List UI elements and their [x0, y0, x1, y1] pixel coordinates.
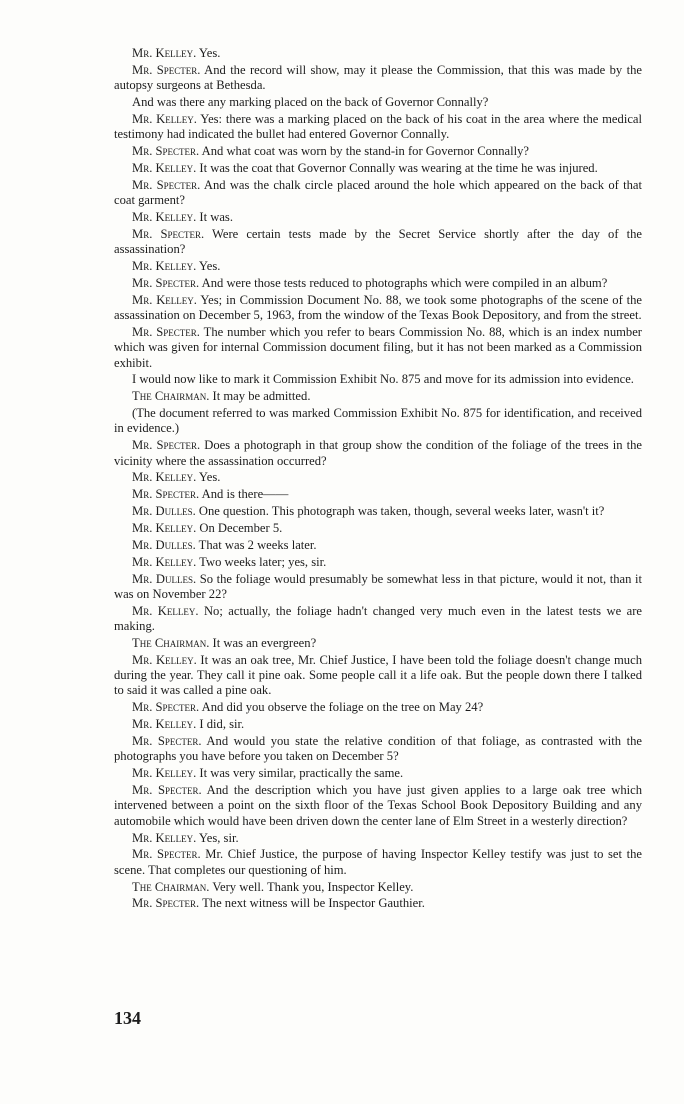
transcript-paragraph	[114, 572, 642, 603]
speaker-label: Mr. Specter.	[132, 896, 200, 911]
paragraph-text: Yes.	[198, 258, 221, 273]
transcript-paragraph	[114, 717, 642, 732]
paragraph-text: Two weeks later; yes, sir.	[199, 554, 327, 569]
transcript-paragraph	[114, 783, 642, 829]
speaker-label: Mr. Kelley.	[132, 111, 197, 126]
transcript-paragraph	[114, 293, 642, 324]
speaker-label: Mr. Kelley.	[132, 46, 197, 60]
transcript-paragraph	[114, 555, 642, 570]
paragraph-text: Does a photograph in that group show the condition of the foliage of the trees in the vicinity where the assassination occurred?	[114, 438, 642, 468]
paragraph-text: No; actually, the foliage hadn't changed very much even in the latest tests we are making.	[114, 603, 642, 634]
speaker-label: Mr. Specter.	[132, 226, 205, 241]
paragraph-text: It was.	[199, 209, 233, 224]
paragraph-text: And were those tests reduced to photographs which were compiled in an album?	[201, 275, 608, 290]
paragraph-text: Yes, sir.	[198, 830, 239, 845]
transcript-paragraph	[114, 259, 642, 274]
transcript-paragraph	[114, 112, 642, 143]
speaker-label: The Chairman.	[132, 389, 210, 404]
transcript-paragraph	[114, 95, 642, 110]
speaker-label: Mr. Kelley.	[132, 160, 197, 175]
paragraph-text: The next witness will be Inspector Gauthier.	[202, 896, 425, 911]
page-number: 134	[114, 1008, 141, 1028]
transcript-paragraph	[114, 406, 642, 437]
paragraph-text: I would now like to mark it Commission Exhibit No. 875 and move for its admission into evidence.	[132, 372, 634, 387]
transcript-paragraph	[114, 63, 642, 94]
transcript-paragraph	[114, 734, 642, 765]
speaker-label: Mr. Specter.	[132, 177, 201, 192]
transcript-paragraph	[114, 847, 642, 878]
transcript-paragraph	[114, 325, 642, 371]
paragraph-text: Yes.	[198, 46, 221, 60]
speaker-label: Mr. Kelley.	[132, 830, 197, 845]
paragraph-text: (The document referred to was marked Commission Exhibit No. 875 for identification, and received in evidence.)	[114, 406, 642, 436]
paragraph-text: One question. This photograph was taken, though, several weeks later, wasn't it?	[198, 504, 605, 519]
transcript-paragraph	[114, 538, 642, 553]
speaker-label: Mr. Kelley.	[132, 554, 197, 569]
speaker-label: Mr. Specter.	[132, 144, 200, 159]
speaker-label: Mr. Dulles.	[132, 537, 196, 552]
speaker-label: Mr. Kelley.	[132, 292, 197, 307]
paragraph-text: It was an evergreen?	[212, 635, 317, 650]
paragraph-text: And was the chalk circle placed around the hole which appeared on the back of that coat garment?	[114, 177, 642, 208]
transcript-paragraph	[114, 178, 642, 209]
speaker-label: Mr. Specter.	[132, 62, 201, 77]
transcript-paragraph	[114, 700, 642, 715]
paragraph-text: And would you state the relative condition of that foliage, as contrasted with the photographs you have before you taken on December 5?	[114, 733, 642, 764]
paragraph-text: Yes; in Commission Document No. 88, we took some photographs of the scene of the assassination on December 5, 1963, from the window of the Texas Book Depository, and from the street.	[114, 292, 643, 322]
speaker-label: Mr. Kelley.	[132, 258, 197, 273]
transcript-body	[114, 46, 642, 913]
paragraph-text: Very well. Thank you, Inspector Kelley.	[212, 879, 414, 894]
transcript-paragraph	[114, 144, 642, 159]
transcript-paragraph	[114, 896, 642, 911]
transcript-paragraph	[114, 636, 642, 651]
paragraph-text: It was the coat that Governor Connally was wearing at the time he was injured.	[199, 160, 598, 175]
paragraph-text: That was 2 weeks later.	[198, 537, 317, 552]
speaker-label: Mr. Specter.	[132, 275, 200, 290]
transcript-paragraph	[114, 389, 642, 404]
transcript-paragraph	[114, 653, 642, 699]
transcript-paragraph	[114, 604, 642, 635]
speaker-label: Mr. Kelley.	[132, 603, 199, 618]
paragraph-text: And the description which you have just given applies to a large oak tree which intervened between a point on the sixth floor of the Texas School Book Depository Building and any automobile which would have been driven down the center lane of Elm Street in a westerly direction?	[114, 782, 643, 828]
speaker-label: Mr. Specter.	[132, 487, 200, 502]
paragraph-text: The number which you refer to bears Commission No. 88, which is an index number which was given for internal Commission document filing, but it has not been marked as a Commission exhibit.	[114, 324, 642, 370]
paragraph-text: And what coat was worn by the stand-in for Governor Connally?	[201, 144, 529, 159]
speaker-label: Mr. Dulles.	[132, 571, 197, 586]
speaker-label: Mr. Dulles.	[132, 504, 196, 519]
transcript-paragraph	[114, 831, 642, 846]
transcript-paragraph	[114, 487, 642, 502]
speaker-label: Mr. Kelley.	[132, 766, 197, 781]
speaker-label: Mr. Specter.	[132, 847, 201, 862]
transcript-paragraph	[114, 504, 642, 519]
speaker-label: Mr. Kelley.	[132, 717, 197, 732]
transcript-paragraph	[114, 372, 642, 387]
speaker-label: Mr. Specter.	[132, 438, 201, 453]
speaker-label: Mr. Kelley.	[132, 520, 197, 535]
speaker-label: The Chairman.	[132, 879, 210, 894]
speaker-label: Mr. Kelley.	[132, 652, 197, 667]
paragraph-text: I did, sir.	[199, 717, 245, 732]
speaker-label: Mr. Specter.	[132, 324, 200, 339]
speaker-label: Mr. Kelley.	[132, 209, 197, 224]
transcript-paragraph	[114, 470, 642, 485]
transcript-paragraph	[114, 880, 642, 895]
paragraph-text: Were certain tests made by the Secret Service shortly after the day of the assassination?	[114, 226, 643, 257]
transcript-paragraph	[114, 521, 642, 536]
paragraph-text: It was very similar, practically the same.	[199, 766, 404, 781]
paragraph-text: And is there——	[201, 487, 289, 502]
paragraph-text: And the record will show, may it please the Commission, that this was made by the autopsy surgeons at Bethesda.	[114, 62, 642, 93]
speaker-label: The Chairman.	[132, 635, 210, 650]
paragraph-text: Yes: there was a marking placed on the back of his coat in the area where the medical testimony had indicated the bullet had entered Governor Connally.	[114, 111, 642, 142]
transcript-paragraph	[114, 161, 642, 176]
paragraph-text: On December 5.	[199, 520, 283, 535]
paragraph-text: So the foliage would presumably be somewhat less in that picture, would it not, than it was on November 22?	[114, 571, 642, 601]
transcript-paragraph	[114, 276, 642, 291]
speaker-label: Mr. Specter.	[132, 733, 202, 748]
transcript-paragraph	[114, 766, 642, 781]
speaker-label: Mr. Kelley.	[132, 470, 197, 485]
transcript-paragraph	[114, 210, 642, 225]
paragraph-text: And was there any marking placed on the back of Governor Connally?	[132, 95, 489, 110]
transcript-paragraph	[114, 227, 642, 258]
speaker-label: Mr. Specter.	[132, 700, 200, 715]
paragraph-text: It may be admitted.	[212, 389, 311, 404]
transcript-paragraph	[114, 46, 642, 61]
transcript-paragraph	[114, 438, 642, 469]
paragraph-text: It was an oak tree, Mr. Chief Justice, I have been told the foliage doesn't change much during the year. They call it pine oak. Some people call it a life oak. But the people down there I talked to said it was called a pine oak.	[114, 652, 642, 698]
paragraph-text: Yes.	[198, 470, 221, 485]
paragraph-text: And did you observe the foliage on the tree on May 24?	[201, 700, 484, 715]
paragraph-text: Mr. Chief Justice, the purpose of having Inspector Kelley testify was just to set the scene. That completes our questioning of him.	[114, 847, 642, 877]
speaker-label: Mr. Specter.	[132, 782, 202, 797]
